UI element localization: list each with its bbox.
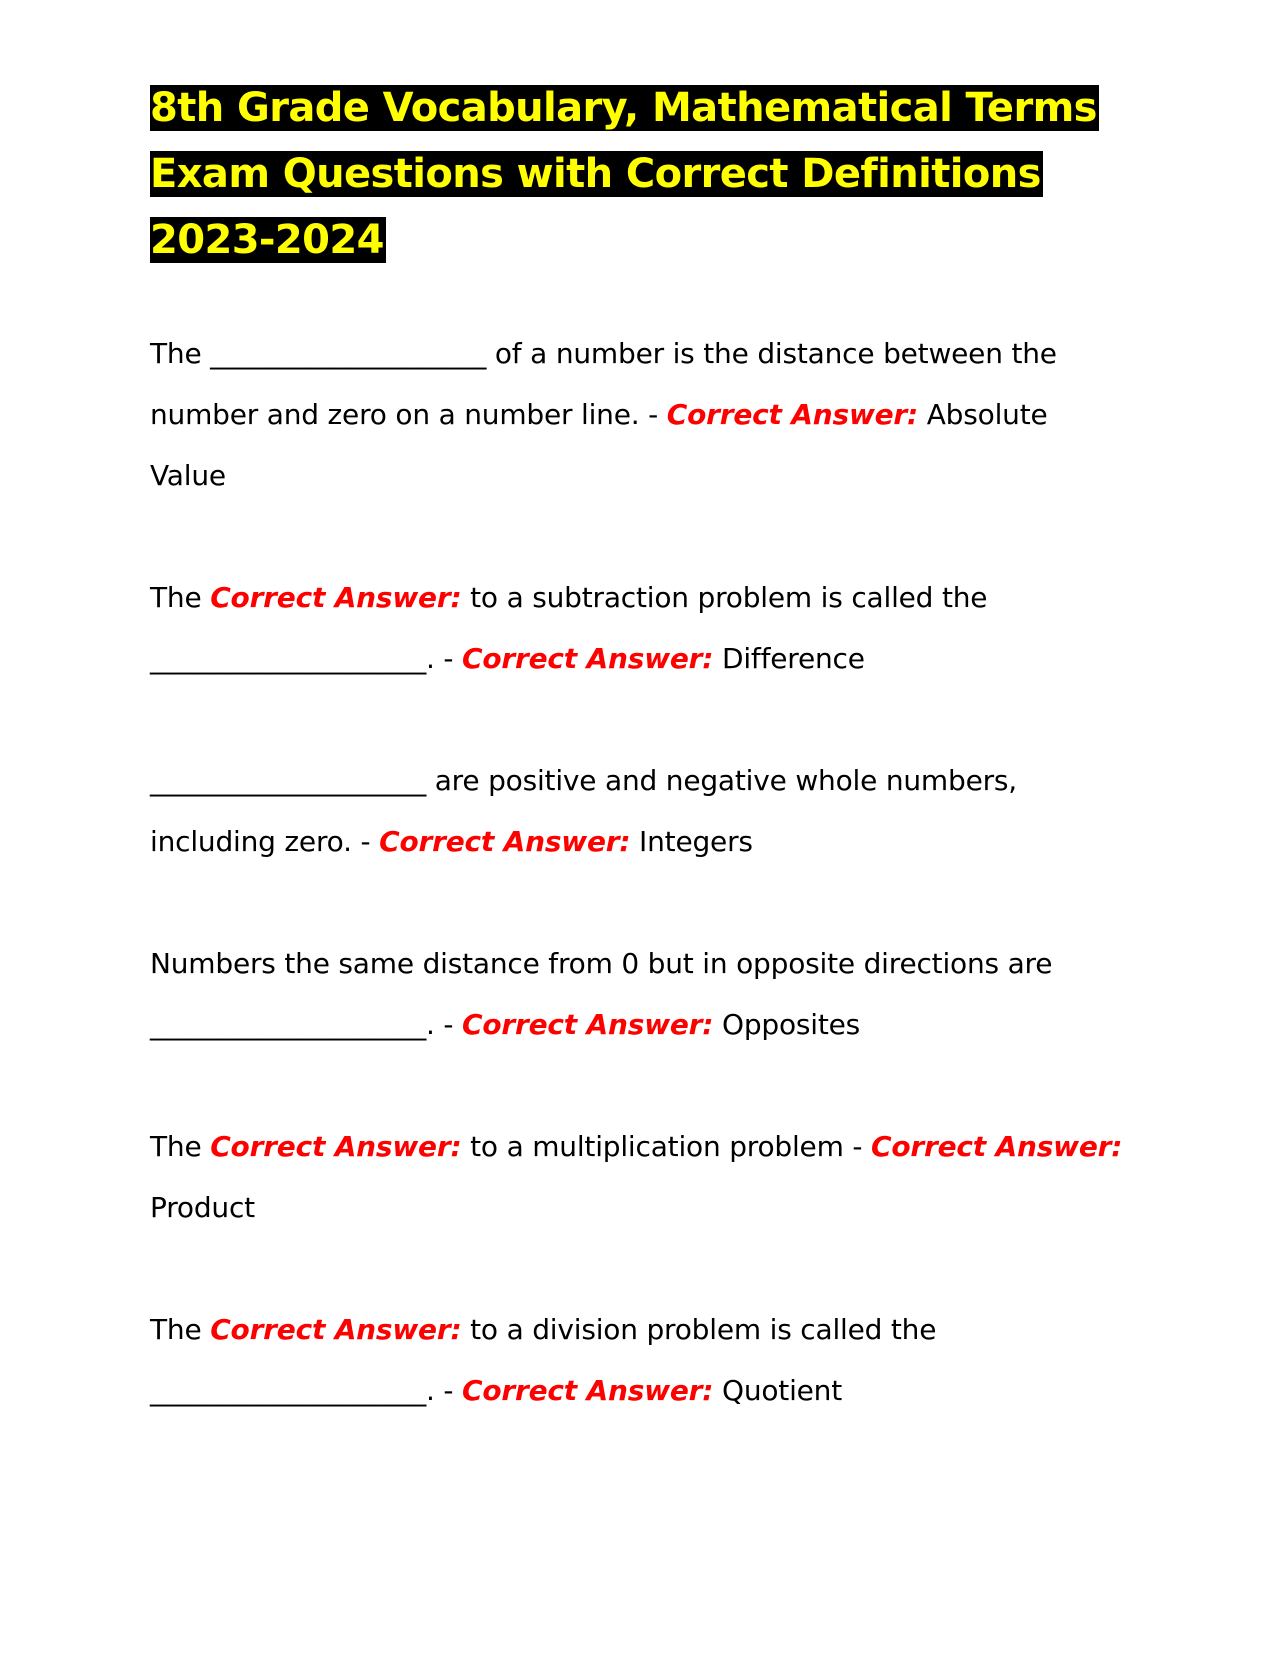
question-list — [150, 323, 1130, 1421]
title-line-3: 2023-2024 — [150, 217, 384, 263]
correct-answer-label: Correct Answer: — [210, 1130, 462, 1163]
answer-text: Difference — [713, 642, 865, 675]
document-title — [150, 75, 1130, 273]
answer-text: Absolute Value — [150, 398, 1048, 492]
question-prefix: The — [150, 1130, 211, 1163]
document-page — [150, 75, 1130, 1482]
correct-answer-label: Correct Answer: — [666, 398, 919, 431]
correct-answer-label: Correct Answer: — [462, 1374, 714, 1407]
correct-answer-label: Correct Answer: — [210, 1313, 462, 1346]
question-text: Numbers the same distance from 0 but in opposite directions are ____________________. - — [150, 947, 1053, 1041]
correct-answer-label: Correct Answer: — [210, 581, 462, 614]
correct-answer-label: Correct Answer: — [462, 642, 714, 675]
question-item — [150, 567, 1130, 689]
title-line-2: Exam Questions with Correct Definitions — [150, 151, 1041, 197]
question-prefix: The — [150, 581, 211, 614]
question-item — [150, 933, 1130, 1055]
answer-text: Opposites — [713, 1008, 861, 1041]
answer-text: Product — [150, 1191, 255, 1224]
answer-text: Integers — [630, 825, 753, 858]
question-item — [150, 1116, 1130, 1238]
title-line-1: 8th Grade Vocabulary, Mathematical Terms — [150, 85, 1097, 131]
correct-answer-label: Correct Answer: — [379, 825, 631, 858]
answer-text: Quotient — [713, 1374, 843, 1407]
correct-answer-label: Correct Answer: — [870, 1130, 1123, 1163]
question-text: to a multiplication problem - — [461, 1130, 871, 1163]
question-item — [150, 1299, 1130, 1421]
question-text: to a division problem is called the ____________________. - — [150, 1313, 937, 1407]
question-item — [150, 750, 1130, 872]
question-item — [150, 323, 1130, 506]
question-prefix: The — [150, 1313, 211, 1346]
question-text: ____________________ are positive and negative whole numbers, including zero. - — [150, 764, 1017, 858]
correct-answer-label: Correct Answer: — [462, 1008, 714, 1041]
question-text: to a subtraction problem is called the ____________________. - — [150, 581, 988, 675]
question-text: The ____________________ of a number is the distance between the number and zero on a number line. - — [150, 337, 1057, 431]
